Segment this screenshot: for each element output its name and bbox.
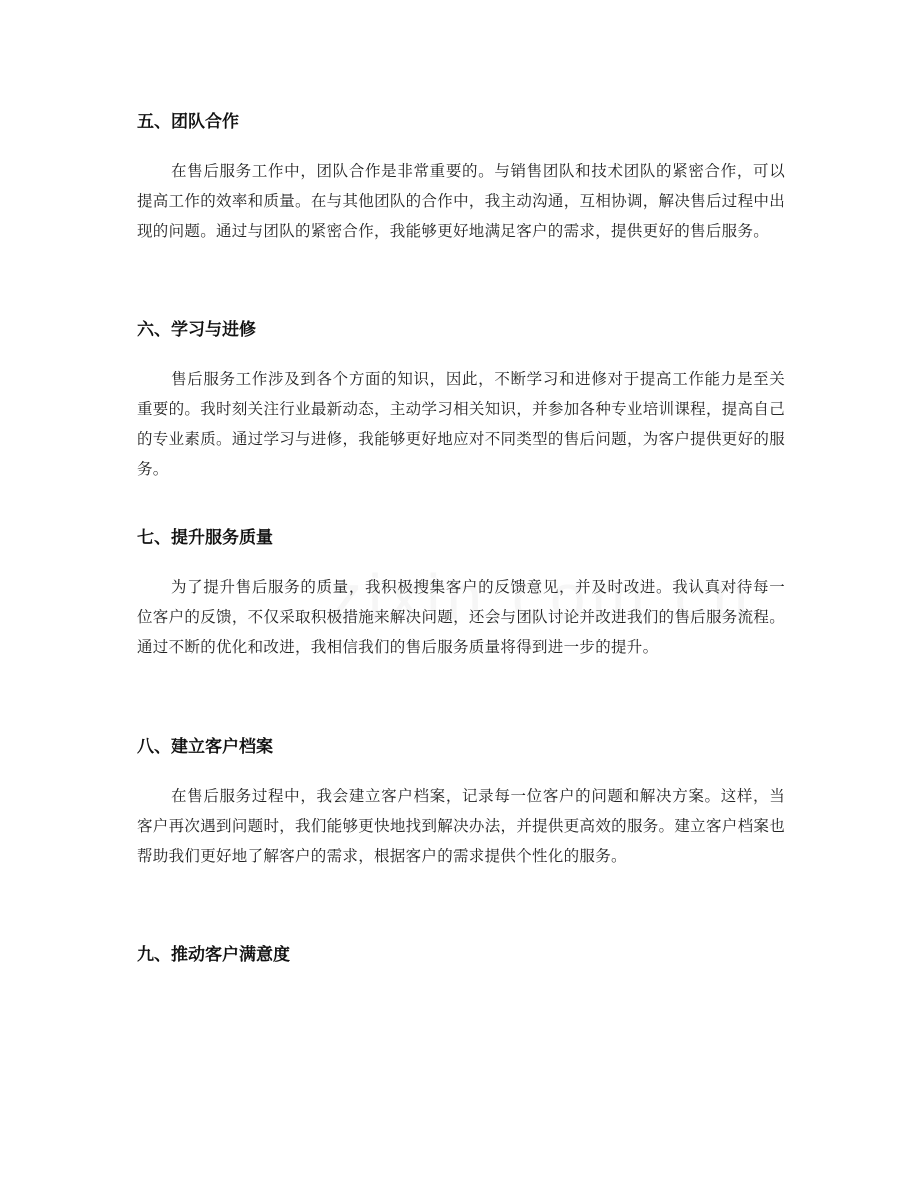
section-service-quality xyxy=(137,526,785,662)
section-learning xyxy=(137,318,785,484)
section-heading: 九、推动客户满意度 xyxy=(137,945,290,965)
section-paragraph: 在售后服务工作中，团队合作是非常重要的。与销售团队和技术团队的紧密合作，可以提高工作的效率和质量。在与其他团队的合作中，我主动沟通，互相协调，解决售后过程中出现的问题。通过与团队的紧密合作，我能够更好地满足客户的需求，提供更好的售后服务。 xyxy=(137,162,785,240)
section-team-cooperation xyxy=(137,110,785,246)
section-paragraph: 在售后服务过程中，我会建立客户档案，记录每一位客户的问题和解决方案。这样，当客户再次遇到问题时，我们能够更快地找到解决办法，并提供更高效的服务。建立客户档案也帮助我们更好地了解客户的需求，根据客户的需求提供个性化的服务。 xyxy=(137,787,785,865)
section-customer-satisfaction xyxy=(137,943,785,967)
section-paragraph: 为了提升售后服务的质量，我积极搜集客户的反馈意见，并及时改进。我认真对待每一位客户的反馈，不仅采取积极措施来解决问题，还会与团队讨论并改进我们的售后服务流程。通过不断的优化和改进，我相信我们的售后服务质量将得到进一步的提升。 xyxy=(137,578,785,656)
section-heading: 五、团队合作 xyxy=(137,112,239,132)
section-heading: 八、建立客户档案 xyxy=(137,737,273,757)
section-heading: 七、提升服务质量 xyxy=(137,528,273,548)
section-heading: 六、学习与进修 xyxy=(137,320,256,340)
section-paragraph: 售后服务工作涉及到各个方面的知识，因此，不断学习和进修对于提高工作能力是至关重要的。我时刻关注行业最新动态，主动学习相关知识，并参加各种专业培训课程，提高自己的专业素质。通过学习与进修，我能够更好地应对不同类型的售后问题，为客户提供更好的服务。 xyxy=(137,370,785,478)
section-customer-records xyxy=(137,735,785,871)
